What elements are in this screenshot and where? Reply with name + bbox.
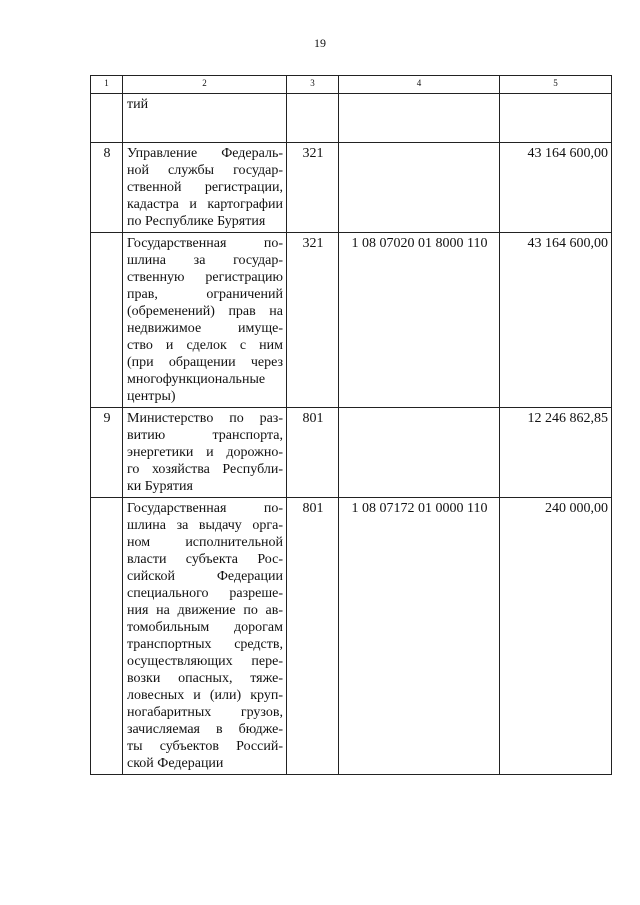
item-name-line: тий <box>127 97 149 112</box>
admin-code-cell: 321 <box>287 143 339 233</box>
budget-code-cell <box>339 94 500 143</box>
row-number-cell: 9 <box>91 408 123 498</box>
row-number-cell <box>91 498 123 775</box>
item-name-line: энергетики и дорожно- <box>127 445 283 460</box>
item-name-line: Министерство по раз- <box>127 411 283 426</box>
amount-cell: 12 246 862,85 <box>500 408 612 498</box>
column-header: 2 <box>123 76 287 94</box>
item-name-cell <box>123 143 287 233</box>
item-name-line: (при обращении через <box>127 355 283 370</box>
item-name-line: ки Бурятия <box>127 479 193 494</box>
item-name-line: (обременений) прав на <box>127 304 283 319</box>
item-name-cell <box>123 498 287 775</box>
item-name-cell <box>123 94 287 143</box>
table-row <box>91 233 612 408</box>
table-row <box>91 143 612 233</box>
item-name-line: ногабаритных грузов, <box>127 705 283 720</box>
table-header-row <box>91 76 612 94</box>
admin-code-cell <box>287 94 339 143</box>
admin-code-cell: 801 <box>287 408 339 498</box>
budget-code-cell <box>339 143 500 233</box>
item-name-line: томобильным дорогам <box>127 620 283 635</box>
item-name-line: осуществляющих пере- <box>127 654 283 669</box>
item-name-line: кадастра и картографии <box>127 197 283 212</box>
item-name-line: шлина за государ- <box>127 253 283 268</box>
budget-code-cell: 1 08 07020 01 8000 110 <box>339 233 500 408</box>
item-name-line: го хозяйства Республи- <box>127 462 283 477</box>
column-header: 3 <box>287 76 339 94</box>
item-name-line: Управление Федераль- <box>127 146 283 161</box>
item-name-line: Государственная по- <box>127 501 283 516</box>
budget-code-cell <box>339 408 500 498</box>
item-name-line: недвижимое имуще- <box>127 321 283 336</box>
item-name-line: ты субъектов Россий- <box>127 739 283 754</box>
item-name-line: транспортных средств, <box>127 637 283 652</box>
item-name-line: возки опасных, тяже- <box>127 671 283 686</box>
item-name-line: ской Федерации <box>127 756 224 771</box>
admin-code-cell: 801 <box>287 498 339 775</box>
item-name-line: специального разреше- <box>127 586 283 601</box>
amount-cell: 43 164 600,00 <box>500 143 612 233</box>
item-name-line: по Республике Бурятия <box>127 214 266 229</box>
item-name-line: ния на движение по ав- <box>127 603 283 618</box>
budget-table <box>90 75 612 775</box>
amount-cell <box>500 94 612 143</box>
item-name-line: ловесных и (или) круп- <box>127 688 283 703</box>
item-name-line: многофункциональные <box>127 372 266 387</box>
item-name-line: Государственная по- <box>127 236 283 251</box>
admin-code-cell: 321 <box>287 233 339 408</box>
item-name-line: ственную регистрацию <box>127 270 283 285</box>
column-header: 4 <box>339 76 500 94</box>
table-row <box>91 94 612 143</box>
budget-code-cell: 1 08 07172 01 0000 110 <box>339 498 500 775</box>
item-name-line: шлина за выдачу орга- <box>127 518 283 533</box>
item-name-line: власти субъекта Рос- <box>127 552 283 567</box>
item-name-cell <box>123 408 287 498</box>
item-name-line: зачисляемая в бюдже- <box>127 722 283 737</box>
table-row <box>91 498 612 775</box>
column-header: 1 <box>91 76 123 94</box>
page-number: 19 <box>314 36 326 50</box>
item-name-line: ственной регистрации, <box>127 180 283 195</box>
item-name-line: ном исполнительной <box>127 535 283 550</box>
item-name-line: центры) <box>127 389 176 404</box>
item-name-line: ной службы государ- <box>127 163 283 178</box>
amount-cell: 43 164 600,00 <box>500 233 612 408</box>
item-name-line: витию транспорта, <box>127 428 283 443</box>
item-name-cell <box>123 233 287 408</box>
table-row <box>91 408 612 498</box>
item-name-line: ство и сделок с ним <box>127 338 283 353</box>
column-header: 5 <box>500 76 612 94</box>
row-number-cell: 8 <box>91 143 123 233</box>
item-name-line: сийской Федерации <box>127 569 283 584</box>
row-number-cell <box>91 94 123 143</box>
amount-cell: 240 000,00 <box>500 498 612 775</box>
item-name-line: прав, ограничений <box>127 287 283 302</box>
row-number-cell <box>91 233 123 408</box>
